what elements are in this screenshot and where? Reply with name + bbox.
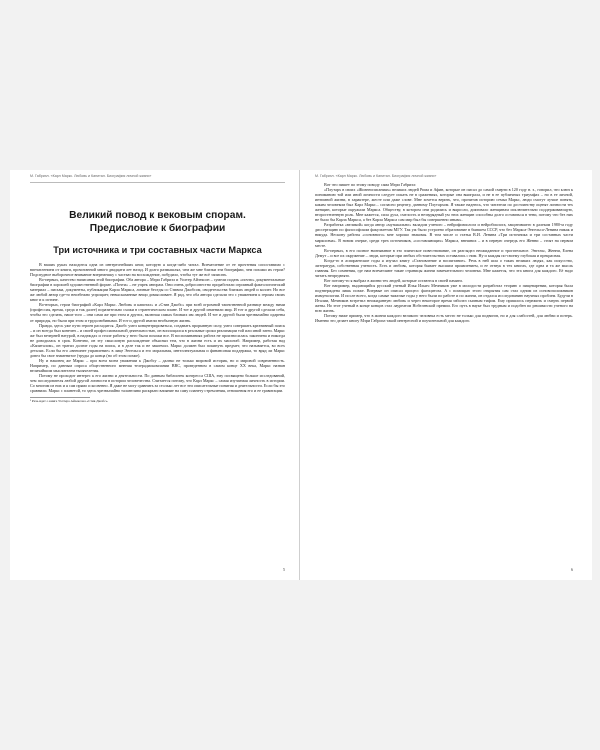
paragraph: Во-вторых, герои биографий «Карл Маркс. Любовь и капитал» и «Стив Джобс» при всей огромной таинственной разнице между ними (профессия, время, среда и так далее) поразительно схожи в стратегическом плане. И тот и другой изменили мир. И тот и другой сделали себя, чтобы это сделать, наше того – они сами же при этом и других, включая самых близких им людей. И тот и другой были чрезвычайно одарены от природы, но были при этом и трудолюбивыми. И тот и другой имели необычную жизнь. xyxy=(30,302,285,323)
left-page xyxy=(10,170,300,580)
paragraph: Потому не проходит интерес к его жизни и деятельности. По данным библиотек конгресса США, ему посвящено больше исследований, чем последователя любой другой личности в истории человечества. Считается потому, что Карл Маркс – самая изучаемая личность в истории. Со многим из них и я сам прямо и косвенно. Я даже не могу сравнить за столько лет все эти описательные понятия и деятельности. Если бы это сравнили. Маркс с планетой, то здесь чрезвычайно талантливо раскрыто влияние на саму планету стремления, отношения его и ее гравитации. xyxy=(30,373,285,394)
paragraph: Вот потому-то я выбрал в жизни тех людей, которые остаются в своей памяти. xyxy=(324,277,463,283)
paragraph: В ваших руках находится одна из интереснейших книг, которую я когда-либо читал. Впечатление от ее прочтения сопоставимо с впечатлением от книги, прочитанной много двадцати лет назад. И долго размышлял, чем же мне близки эти биографии, чем похожи их герои? Подспудное выборочное внимание вперемешку с частью на восхождение, побудило, чтобы тут же всё записать. xyxy=(30,262,285,278)
running-head: М. Габриэл. «Карл Маркс. Любовь и Капитал. Биография личной жизни» xyxy=(315,174,437,178)
footnote-rule xyxy=(30,397,90,398)
paragraph: Вот например, выдающийся русский ученый Илья Ильич Мечников уже в молодости разработал теорию о пищеварении, которая была подтверждена лишь позже. Впервые он описал процесс фагоцитоза. А с помощью этого открытия сам стал одним из основоположников иммунологии. И после всего, когда самые тяжелые годы у него были по работе и по жизни, он отдался исследованию научных проблем. Будучи в Италии, Мечников встретил неожиданную любовь и через некоторое время заболел сыпным тифом. Ему пришлось пережить и смерть первой жены. Но этот ученый в конце концов стал лауреатом Нобелевской премии. Его путь в науке был трудным и подобен по решимости ученого на всю жизнь. xyxy=(315,282,573,314)
running-head: М. Габриэл. «Карл Маркс. Любовь и Капитал. Биография личной жизни» xyxy=(30,174,285,183)
paragraph: Вот что пишет по этому поводу сама Мэри Габриэл: xyxy=(324,182,417,187)
section-title: Три источника и три составных части Маркса xyxy=(53,245,262,255)
paragraph: Во-первых, качество написания этой биографии. Оба автора – Мэри Габриэл и Уолтер Айзексон – сумели подать «почти» документальные биографии в хорошей художественной форме. «Почти» – не упрек авторам. Они очень добросовестно проработали огромный фактологический материал – письма, документы, публикации Карла Маркса, личные беседы со Стивом Джобсом, свидетельства близких людей и коллег. Но все же любой автор где-то неизбежно упрощает, невысказанные вещи домысливает. Я рад, что оба автора сделали это с уважением к героям своих книг и к истине. xyxy=(30,277,285,303)
paragraph: «Плутарх в своих «Жизнеописаниях» великих людей Рима и Афин, которые он писал до самой смерти в 120 году н. э., говорил, что ключ к пониманию той или иной личности следует искать не в сражениях, которые она выиграла, и не в ее публичных триумфах – но в ее личной, интимной жизни, в характере, жесте или даже слове. Мне хочется верить, что, прочитав историю семьи Маркс, люди смогут лучше понять, каким человеком был Карл Маркс... согласно рецепту, данному Плутархом. Я также надеюсь, что читатели по достоинству оценят личности тех женщин, которые окружали Маркса. Обществу, в котором они родились и выросли, диктовало женщинам исключительно поддерживающую, второстепенную роль. Мне кажется, сила духа, смелость и незаурядный ум этих женщин способны долго оставаться в тени, потому что без них не было бы Карла Маркса, а без Карла Маркса сам мир был бы совершенно иным». xyxy=(315,187,573,223)
chapter-title-line: Предисловие к биографии xyxy=(89,222,226,234)
body-text xyxy=(30,262,285,393)
paragraph: Правда, здесь уже пути героев расходятся. Джобс умел концентрироваться, создавать прорывную силу, умел совершать креативный поиск – и он всегда был конечен – и своей профессиональной деятельностью, он воплощался в реальные сроки реализации той или иной затеи. Маркс же был вечерней натурой, в надеждах и стиле работы у него были похожи все. В воспоминаниях работа не произносилась закончена и никогда не доводилась в срок. Конечно, он эту смысловую расхождение объяснял тем, что в жизни есть и их масштаб. Например, работая над «Капиталом», он тратил долгие годы на поиск, и в деле так и не закончил. Маркс должен был покинуть предмет, что называется, во всех деталях. Если бы его «внешнее управление» в лице Энгельса и его моральная, интеллектуальная и финансовая поддержка, то вряд ли Маркс довел бы свое знаменитое (труды до конца (но об этом позже). xyxy=(30,322,285,358)
footnote: ¹ Речь идет о книге Уолтера Айзексона «Стив Джобс». xyxy=(30,399,109,404)
paragraph: Ну и наконец же Маркс – при всем моем уважении к Джобсу – далеко не только мировой историк, но и мировой современность. Например, по данным опроса общественного мнения телерадиокомпании ВВС, проведенном в самом конце XX века, Маркс назван величайшим мыслителем тысячелетия. xyxy=(30,357,285,373)
chapter-title-line: Великий повод к вековым спорам. xyxy=(69,210,246,221)
book-spread xyxy=(10,170,592,580)
paragraph: Во-первых, в его полное вчитывание в это эпическое повествование, он разглядел неожиданное и трогательное. Энгельс, Женни, Елена Демут – и все их окружение – люди, которые при любых обстоятельствах оставались с ним. Ну и каждая по-своему глубокая и прекрасная. xyxy=(315,247,573,258)
paragraph: Когда-то в аспирантские годы я изучал книгу «Становление и воспитание». Речь в ней шла о таких великих людях, как искусство, литература, собственная ученость. Есть и любовь, которая бывает высшим проявлением, и ее отзвук в тех книгах, где одна и та же мысль главная. Без сомнения, где нам впечатляют такие страницы жизни замечательного человека. Мне кажется, что эта книга для каждого. Её надо читать непредвзято. xyxy=(315,257,573,278)
chapter-title xyxy=(30,210,285,235)
paragraph: Потому ниже пример, что в жизни каждого великого человека есть место не только для подвигов, но и для слабостей, для любви и потерь. Именно это делает книгу Мэри Габриэл такой интересной и поучительной для каждого. xyxy=(315,313,573,324)
body-text xyxy=(315,182,573,323)
page-number: 6 xyxy=(571,567,573,572)
right-page xyxy=(301,170,591,580)
page-number: 5 xyxy=(283,567,285,572)
paragraph: Разработка «великой» когда автор «музыкально» вкладом ученого – нейрофизиолога и нейробиолога, защитившего в далеком 1980-м году диссертацию по философским факультетам МГУ. Так уж было устроено образование в бывшем СССР, что без Маркса-Энгельса-Ленина никак и никуда. Нескону работы «основного» мне хорошо знакомы. В том числе и статья В.И. Ленина «Три источника и три составных части марксизма». В новом очерке, среди трех источников, «составляющих» Маркса, внешних – и в первую очередь его Женни – стоят на первом месте. xyxy=(315,222,573,248)
